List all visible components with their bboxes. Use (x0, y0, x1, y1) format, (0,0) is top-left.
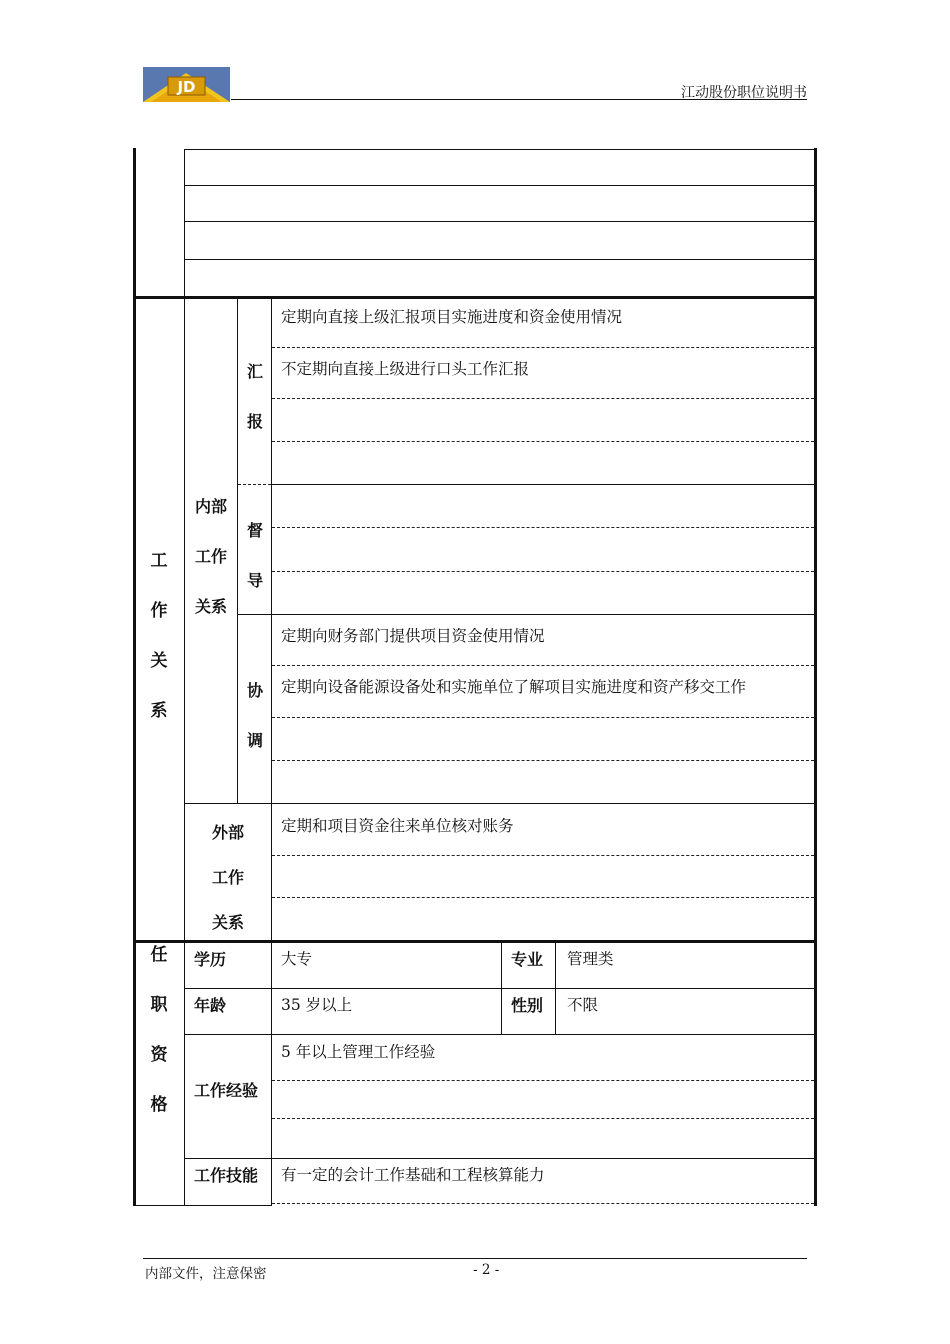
row-dash (272, 1203, 814, 1204)
row-dash (272, 398, 814, 399)
coordinate-line: 定期向设备能源设备处和实施单位了解项目实施进度和资产移交工作 (281, 678, 747, 696)
row-line (185, 1034, 815, 1035)
content-column-divider (271, 299, 272, 1206)
education-value: 大专 (281, 950, 313, 968)
internal-relations-label: 内部 工作 关系 (194, 497, 227, 616)
section-divider (134, 940, 816, 943)
label-column-divider (184, 299, 185, 941)
row-dash (272, 441, 814, 442)
report-line: 定期向直接上级汇报项目实施进度和资金使用情况 (281, 308, 623, 326)
table-right-border (814, 148, 817, 1206)
row-line (185, 988, 815, 989)
block-line (272, 484, 814, 485)
report-label: 汇 报 (246, 362, 263, 431)
work-relations-label: 工 作 关 系 (150, 551, 168, 721)
table-left-border (133, 148, 136, 1206)
table-bottom-line (134, 1205, 272, 1206)
block-dash (238, 484, 271, 485)
label-column-divider (184, 943, 185, 1206)
row-dash (272, 717, 814, 718)
external-line: 定期和项目资金往来单位核对账务 (281, 817, 514, 835)
footer-divider (143, 1258, 807, 1259)
header-divider (231, 99, 807, 100)
top-row-line (185, 185, 815, 186)
experience-label: 工作经验 (194, 1081, 259, 1100)
education-label: 学历 (194, 950, 227, 969)
row-dash (272, 665, 814, 666)
confidential-note: 内部文件，注意保密 (145, 1266, 267, 1282)
document-title: 江动股份职位说明书 (681, 85, 807, 101)
row-dash (272, 760, 814, 761)
logo-text: JD (177, 78, 196, 96)
report-line: 不定期向直接上级进行口头工作汇报 (281, 360, 530, 378)
major-value: 管理类 (567, 950, 614, 968)
page-number: - 2 - (473, 1262, 500, 1278)
table-top-line (185, 149, 815, 150)
row-dash (272, 527, 814, 528)
row-dash (272, 1118, 814, 1119)
top-row-line (185, 221, 815, 222)
row-dash (272, 855, 814, 856)
experience-line: 5 年以上管理工作经验 (281, 1043, 436, 1061)
coordinate-line: 定期向财务部门提供项目资金使用情况 (281, 627, 545, 645)
age-label: 年龄 (194, 996, 227, 1015)
row-line (185, 1158, 815, 1159)
sub-label-column-divider (237, 296, 238, 804)
row-dash (272, 897, 814, 898)
row-dash (272, 1080, 814, 1081)
supervise-label: 督 导 (246, 521, 263, 590)
gender-label: 性别 (511, 996, 544, 1015)
block-line (185, 803, 815, 804)
top-row-line (185, 259, 815, 260)
company-logo (143, 67, 230, 102)
row-dash (272, 347, 814, 348)
major-label: 专业 (511, 950, 544, 969)
row-dash (272, 571, 814, 572)
coordinate-label: 协 调 (246, 681, 263, 750)
gender-value: 不限 (567, 996, 599, 1014)
top-section-divider (184, 149, 185, 297)
skills-value: 有一定的会计工作基础和工程核算能力 (281, 1166, 545, 1184)
external-relations-label: 外部 工作 关系 (211, 823, 244, 932)
age-value: 35 岁以上 (281, 996, 353, 1014)
block-line (238, 614, 815, 615)
qualifications-label: 任 职 资 格 (150, 945, 168, 1115)
skills-label: 工作技能 (194, 1166, 259, 1185)
